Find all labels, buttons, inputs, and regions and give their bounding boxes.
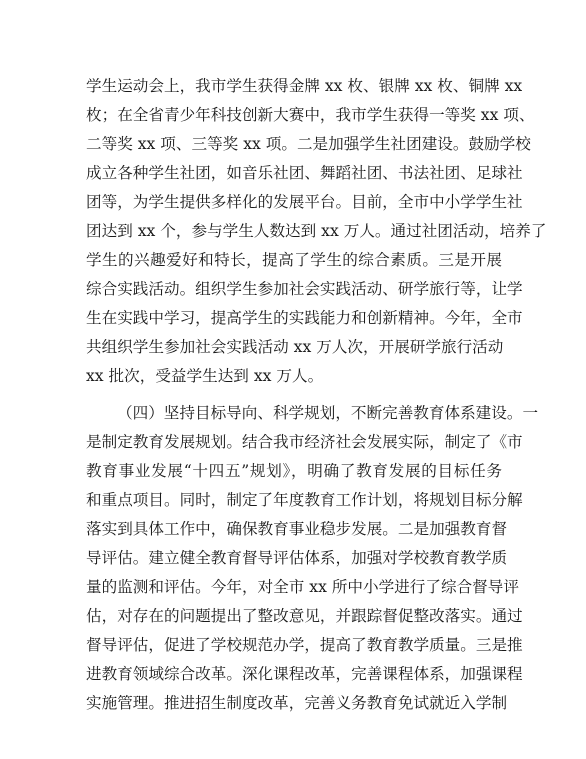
paragraph-students-activities — [86, 72, 547, 391]
text-line: 实施管理。推进招生制度改革，完善义务教育免试就近入学制 — [86, 694, 508, 712]
text-line: 综合实践活动。组织学生参加社会实践活动、研学旅行等，让学 — [86, 280, 523, 298]
text-line: 和重点项目。同时，制定了年度教育工作计划，将规划目标分解 — [86, 491, 523, 509]
text-line: 团等，为学生提供多样化的发展平台。目前，全市中小学学生社 — [86, 193, 523, 211]
text-line: 枚；在全省青少年科技创新大赛中，我市学生获得一等奖 xx 项、 — [86, 106, 535, 124]
text-line: 学生的兴趣爱好和特长，提高了学生的综合素质。三是开展 — [86, 251, 502, 269]
text-line: 估，对存在的问题提出了整改意见，并跟踪督促整改落实。通过 — [86, 607, 523, 625]
text-line: 导评估。建立健全教育督导评估体系，加强对学校教育教学质 — [86, 549, 508, 567]
text-line: 落实到具体工作中，确保教育事业稳步发展。二是加强教育督 — [86, 520, 508, 538]
text-line: （四）坚持目标导向、科学规划，不断完善教育体系建设。一 — [117, 404, 539, 422]
text-line: 团达到 xx 个，参与学生人数达到 xx 万人。通过社团活动，培养了 — [86, 222, 547, 240]
text-line: 生在实践中学习，提高学生的实践能力和创新精神。今年，全市 — [86, 309, 523, 327]
text-line: 二等奖 xx 项、三等奖 xx 项。二是加强学生社团建设。鼓励学校 — [86, 135, 531, 153]
text-line: 是制定教育发展规划。结合我市经济社会发展实际，制定了《市 — [86, 433, 523, 451]
text-line: 量的监测和评估。今年，对全市 xx 所中小学进行了综合督导评 — [86, 578, 519, 596]
paragraph-spacer — [86, 391, 502, 399]
text-line: 教育事业发展“十四五”规划》，明确了教育发展的目标任务 — [86, 462, 502, 480]
text-line: 成立各种学生社团，如音乐社团、舞蹈社团、书法社团、足球社 — [86, 164, 523, 182]
text-line: 进教育领域综合改革。深化课程改革，完善课程体系，加强课程 — [86, 665, 523, 683]
text-line: 共组织学生参加社会实践活动 xx 万人次，开展研学旅行活动 — [86, 338, 504, 356]
document-body — [86, 72, 547, 718]
text-line: 督导评估，促进了学校规范办学，提高了教育教学质量。三是推 — [86, 636, 523, 654]
paragraph-education-system — [86, 399, 539, 718]
text-line: xx 批次，受益学生达到 xx 万人。 — [86, 367, 324, 385]
text-line: 学生运动会上，我市学生获得金牌 xx 枚、银牌 xx 枚、铜牌 xx — [86, 77, 523, 95]
